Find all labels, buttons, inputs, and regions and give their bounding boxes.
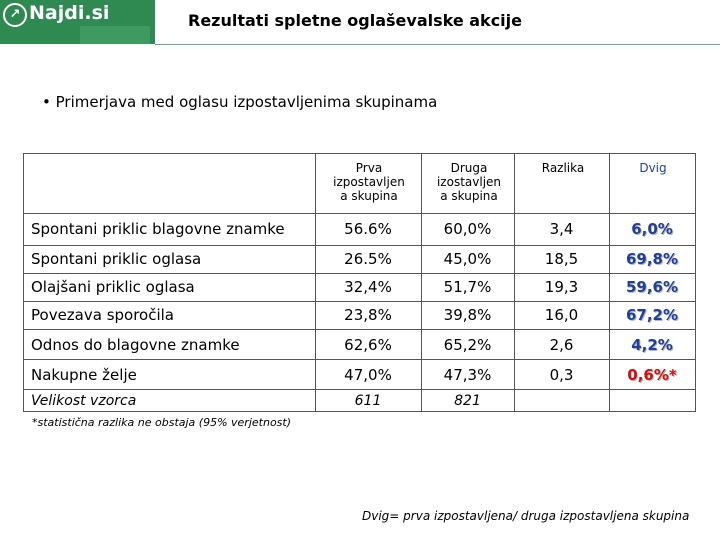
logo-arrow-icon: ↗ bbox=[3, 3, 27, 27]
header-dvig: Dvig bbox=[639, 161, 667, 175]
value-dvig: 67,2% bbox=[625, 306, 679, 324]
value-razlika: 2,6 bbox=[549, 336, 574, 354]
value-druga: 51,7% bbox=[443, 278, 492, 296]
najdi-logo[interactable] bbox=[0, 0, 155, 44]
value-druga: 39,8% bbox=[443, 306, 492, 324]
page-title: Rezultati spletne oglaševalske akcije bbox=[188, 11, 522, 30]
value-razlika: 16,0 bbox=[544, 306, 579, 324]
header-prva: Prva izpostavljen a skupina bbox=[333, 161, 405, 203]
value-prva: 26.5% bbox=[344, 250, 392, 268]
value-prva: 56.6% bbox=[344, 220, 392, 238]
value-prva: 47,0% bbox=[344, 366, 392, 384]
value-dvig: 0,6%* bbox=[627, 366, 677, 384]
logo-decoration bbox=[80, 26, 150, 44]
results-table bbox=[23, 153, 696, 412]
value-prva: 23,8% bbox=[344, 306, 392, 324]
logo-text: Najdi.si bbox=[29, 2, 110, 24]
bullet-point: • Primerjava med oglasu izpostavljenima skupinama bbox=[42, 93, 438, 111]
row-label: Olajšani priklic oglasa bbox=[31, 278, 195, 296]
sample-prva: 611 bbox=[354, 393, 382, 409]
row-label: Odnos do blagovne znamke bbox=[31, 336, 240, 354]
header-razlika: Razlika bbox=[541, 161, 585, 175]
value-druga: 60,0% bbox=[443, 220, 492, 238]
value-dvig: 6,0% bbox=[631, 220, 673, 238]
row-label: Spontani priklic oglasa bbox=[31, 250, 202, 268]
value-dvig: 4,2% bbox=[631, 336, 673, 354]
value-druga: 65,2% bbox=[443, 336, 492, 354]
significance-note: *statistična razlika ne obstaja (95% verjetnost) bbox=[32, 416, 292, 429]
value-dvig: 69,8% bbox=[625, 250, 679, 268]
row-label: Povezava sporočila bbox=[31, 306, 174, 324]
value-razlika: 0,3 bbox=[549, 366, 574, 384]
row-label: Nakupne želje bbox=[31, 366, 137, 384]
value-druga: 45,0% bbox=[443, 250, 492, 268]
sample-label: Velikost vzorca bbox=[31, 393, 137, 409]
value-druga: 47,3% bbox=[443, 366, 492, 384]
value-razlika: 3,4 bbox=[549, 220, 574, 238]
row-label: Spontani priklic blagovne znamke bbox=[31, 220, 285, 238]
value-razlika: 18,5 bbox=[544, 250, 579, 268]
header-druga: Druga izostavljen a skupina bbox=[436, 161, 502, 203]
value-prva: 32,4% bbox=[344, 278, 392, 296]
footer-definition: Dvig= prva izpostavljena/ druga izpostavljena skupina bbox=[362, 509, 690, 523]
value-dvig: 59,6% bbox=[625, 278, 679, 296]
value-prva: 62,6% bbox=[344, 336, 392, 354]
title-divider bbox=[155, 44, 720, 45]
sample-druga: 821 bbox=[454, 393, 481, 409]
value-razlika: 19,3 bbox=[544, 278, 579, 296]
